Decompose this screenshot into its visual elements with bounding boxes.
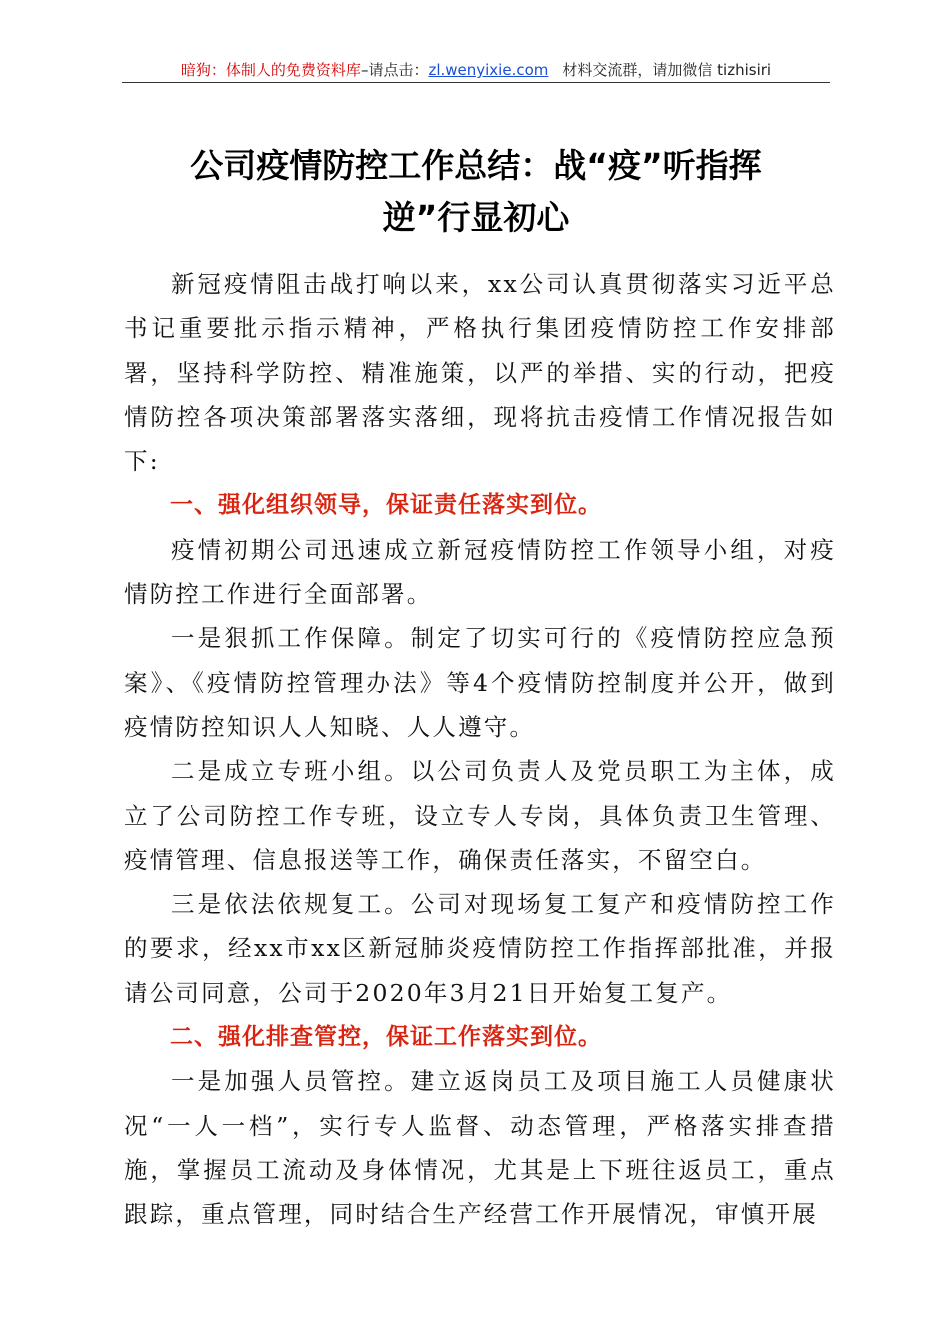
header-divider bbox=[122, 82, 830, 83]
page-header bbox=[122, 58, 830, 82]
header-promo-text: 暗狗：体制人的免费资料库 bbox=[180, 61, 361, 79]
section-2-heading: 二、强化排查管控，保证工作落实到位。 bbox=[170, 1024, 602, 1051]
intro-paragraph: 新冠疫情阻击战打响以来，xx公司认真贯彻落实习近平总书记重要批示指示精神，严格执行集团疫情防控工作安排部署，坚持科学防控、精准施策，以严的举措、实的行动，把疫情防控各项决策部署落实落细，现将抗击疫情工作情况报告如下: bbox=[124, 270, 836, 476]
section-1-paragraph-2: 一是狠抓工作保障。制定了切实可行的《疫情防控应急预案》、《疫情防控管理办法》等4个疫情防控制度并公开，做到疫情防控知识人人知晓、人人遵守。 bbox=[124, 624, 836, 741]
section-1-paragraph-3: 二是成立专班小组。以公司负责人及党员职工为主体，成立了公司防控工作专班，设立专人专岗，具体负责卫生管理、疫情管理、信息报送等工作，确保责任落实，不留空白。 bbox=[124, 757, 836, 874]
title-line-1: 公司疫情防控工作总结：战“疫”听指挥 bbox=[190, 146, 762, 185]
document-body bbox=[124, 262, 836, 1237]
title-line-2: 逆”行显初心 bbox=[382, 198, 570, 237]
header-link[interactable]: zl.wenyixie.com bbox=[428, 61, 549, 79]
header-click-hint: –请点击： bbox=[360, 61, 429, 79]
section-2-paragraph-1: 一是加强人员管控。建立返岗员工及项目施工人员健康状况“一人一档”，实行专人监督、动态管理，严格落实排查措施，掌握员工流动及身体情况，尤其是上下班往返员工，重点跟踪，重点管理，同时结合生产经营工作开展情况，审慎开展 bbox=[124, 1067, 836, 1229]
section-1-paragraph-4: 三是依法依规复工。公司对现场复工复产和疫情防控工作的要求，经xx市xx区新冠肺炎疫情防控工作指挥部批准，并报请公司同意，公司于2020年3月21日开始复工复产。 bbox=[124, 890, 836, 1007]
header-wechat-text: 材料交流群，请加微信 tizhisiri bbox=[562, 61, 772, 79]
section-1-heading: 一、强化组织领导，保证责任落实到位。 bbox=[170, 492, 602, 519]
section-1-paragraph-1: 疫情初期公司迅速成立新冠疫情防控工作领导小组，对疫情防控工作进行全面部署。 bbox=[124, 535, 836, 609]
document-title bbox=[122, 140, 830, 244]
